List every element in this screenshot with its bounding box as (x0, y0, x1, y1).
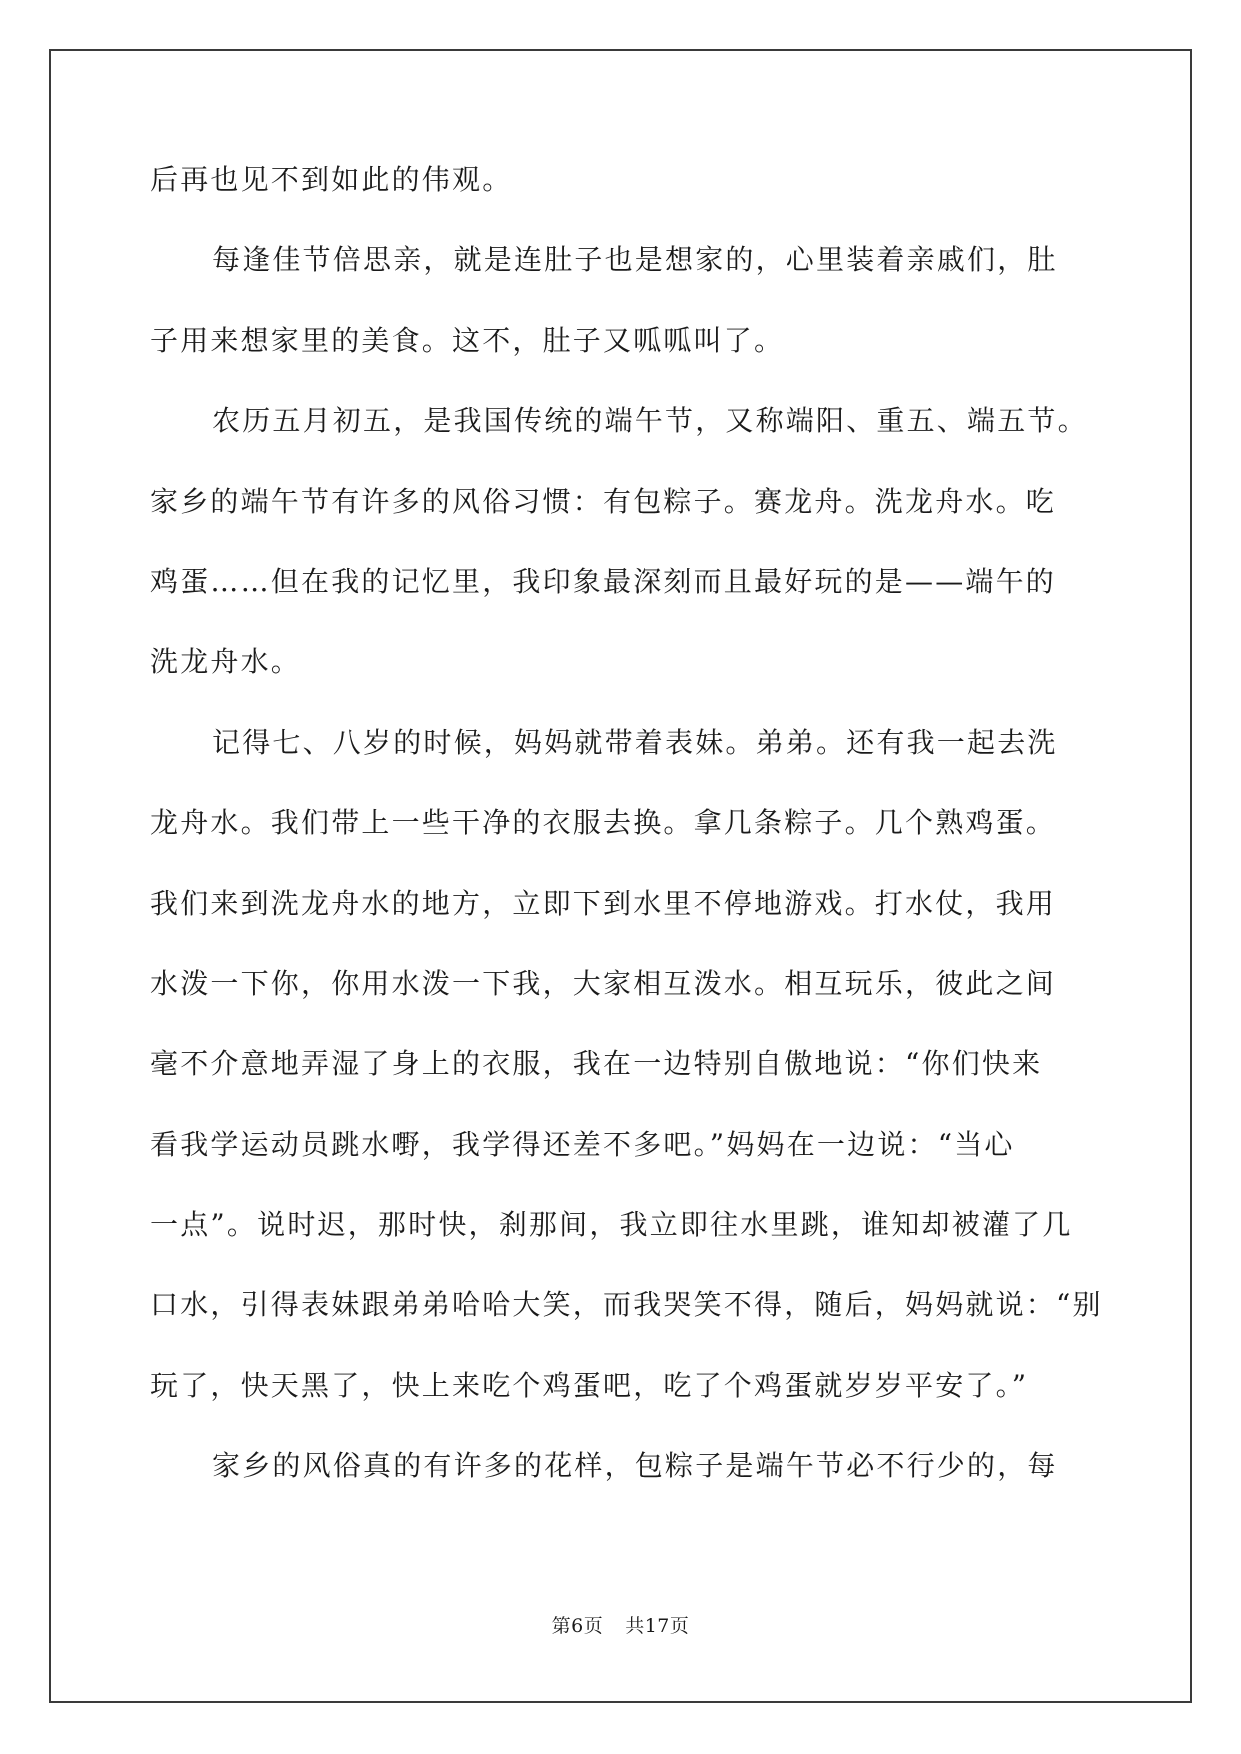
text-line: 龙舟水。我们带上一些干净的衣服去换。拿几条粽子。几个熟鸡蛋。 (150, 806, 1057, 840)
text-line: 后再也见不到如此的伟观。 (150, 163, 513, 196)
page-total: 共17页 (625, 1615, 690, 1637)
text-line: 洗龙舟水。 (150, 645, 302, 679)
text-line: 看我学运动员跳水嘢，我学得还差不多吧。”妈妈在一边说：“当心 (150, 1127, 1015, 1161)
text-line: 水泼一下你，你用水泼一下我，大家相互泼水。相互玩乐，彼此之间 (150, 966, 1057, 1000)
paragraph-start-line: 家乡的风俗真的有许多的花样，包粽子是端午节必不行少的，每 (212, 1449, 1058, 1483)
text-line: 家乡的端午节有许多的风俗习惯：有包粽子。赛龙舟。洗龙舟水。吃 (150, 484, 1057, 518)
paragraph-start-line: 每逢佳节倍思亲，就是连肚子也是想家的，心里装着亲戚们，肚 (212, 243, 1058, 277)
text-line: 子用来想家里的美食。这不，肚子又呱呱叫了。 (150, 323, 785, 357)
text-line: 口水，引得表妹跟弟弟哈哈大笑，而我哭笑不得，随后，妈妈就说：“别 (150, 1288, 1103, 1322)
text-line: 我们来到洗龙舟水的地方，立即下到水里不停地游戏。打水仗，我用 (150, 886, 1057, 920)
text-line: 鸡蛋……但在我的记忆里，我印象最深刻而且最好玩的是——端午的 (150, 564, 1057, 598)
page-footer (0, 1614, 1241, 1638)
paragraph-start-line: 农历五月初五，是我国传统的端午节，又称端阳、重五、端五节。 (212, 404, 1088, 438)
text-line: 一点”。说时迟，那时快，刹那间，我立即往水里跳，谁知却被灌了几 (150, 1208, 1073, 1242)
text-line: 玩了，快天黑了，快上来吃个鸡蛋吧，吃了个鸡蛋就岁岁平安了。” (150, 1368, 1029, 1402)
page-number: 第6页 (551, 1615, 604, 1637)
document-body (150, 160, 1103, 1527)
paragraph-start-line: 记得七、八岁的时候，妈妈就带着表妹。弟弟。还有我一起去洗 (212, 725, 1058, 759)
text-line: 毫不介意地弄湿了身上的衣服，我在一边特别自傲地说：“你们快来 (150, 1047, 1043, 1081)
